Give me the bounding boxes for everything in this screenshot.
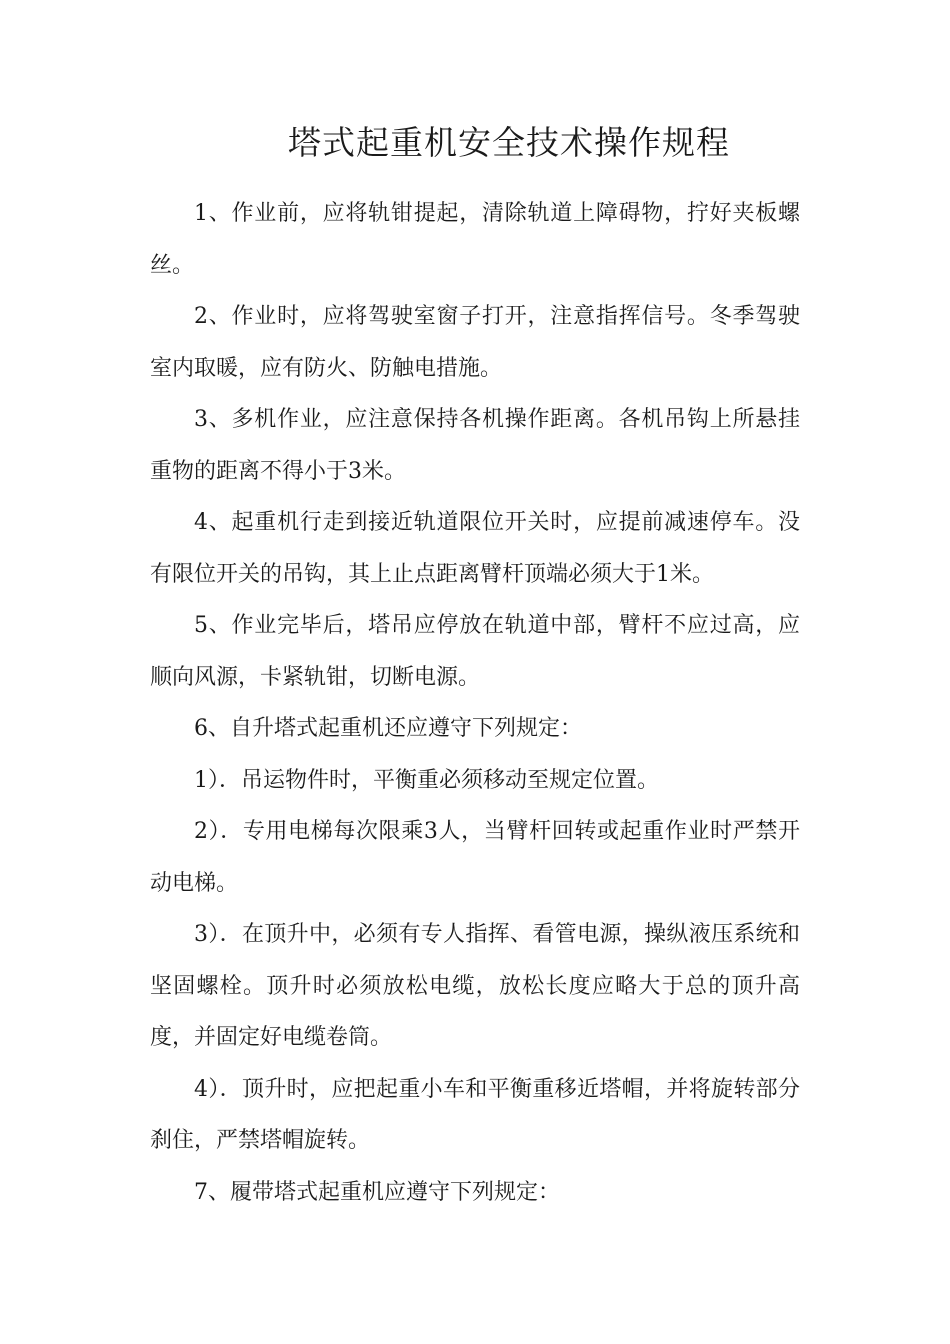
sub-item-6-3: 3）．在顶升中，必须有专人指挥、看管电源，操纵液压系统和坚固螺栓。顶升时必须放松电缆，放松长度应略大于总的顶升高度，并固定好电缆卷筒。 [150, 922, 800, 1050]
paragraph-7: 7、履带塔式起重机应遵守下列规定： [194, 1179, 560, 1205]
document-title: 塔式起重机安全技术操作规程 [288, 123, 730, 162]
document-body [150, 188, 800, 1218]
paragraph-3: 3、多机作业，应注意保持各机操作距离。各机吊钩上所悬挂重物的距离不得小于3米。 [150, 407, 800, 484]
paragraph-2: 2、作业时，应将驾驶室窗子打开，注意指挥信号。冬季驾驶室内取暖，应有防火、防触电措施。 [150, 304, 800, 381]
paragraph-6: 6、自升塔式起重机还应遵守下列规定： [194, 716, 582, 741]
paragraph-1: 1、作业前，应将轨钳提起，清除轨道上障碍物，拧好夹板螺丝。 [150, 201, 800, 278]
sub-item-6-1: 1）．吊运物件时，平衡重必须移动至规定位置。 [194, 767, 659, 793]
sub-item-6-4: 4）．顶升时，应把起重小车和平衡重移近塔帽，并将旋转部分刹住，严禁塔帽旋转。 [150, 1076, 800, 1153]
paragraph-4: 4、起重机行走到接近轨道限位开关时，应提前减速停车。没有限位开关的吊钩，其上止点距离臂杆顶端必须大于1米。 [150, 510, 800, 587]
sub-item-6-2: 2）．专用电梯每次限乘3人，当臂杆回转或起重作业时严禁开动电梯。 [150, 819, 800, 896]
paragraph-5: 5、作业完毕后，塔吊应停放在轨道中部，臂杆不应过高，应顺向风源，卡紧轨钳，切断电源。 [150, 613, 800, 690]
